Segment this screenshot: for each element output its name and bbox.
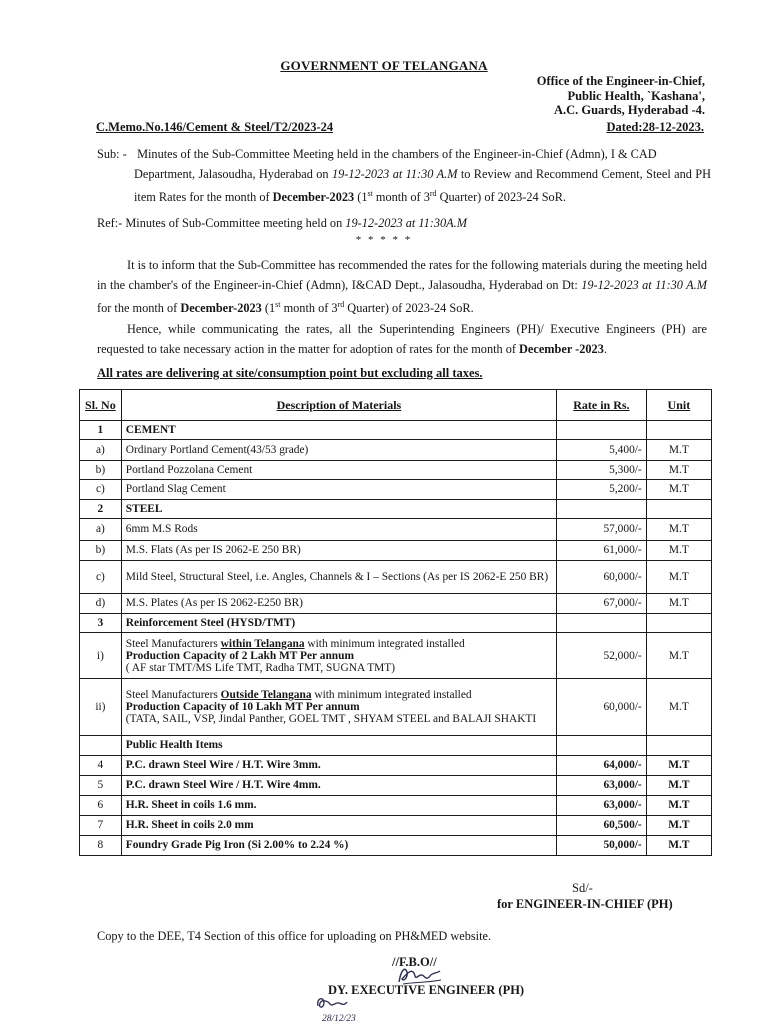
office-line: A.C. Guards, Hyderabad -4.	[553, 103, 705, 117]
memo-date: Dated:28-12-2023.	[606, 120, 704, 134]
table-row: a) 6mm M.S Rods 57,000/- M.T	[80, 519, 712, 541]
body-paragraph-1: It is to inform that the Sub-Committee has recommended the rates for the following materials during the meeting held in the chamber's of the Engineer-in-Chief (Admn), I&CAD Dept., Jalasoudha, Hyderabad on Dt: 19-12-2023 at 11:30 A.M for the month of December-2023 (1st month of 3rd Quarter) of 2023-24 SoR.	[97, 258, 707, 316]
header-sl-no: Sl. No	[80, 390, 122, 421]
section-row-steel: 2 STEEL	[80, 500, 712, 519]
header-description: Description of Materials	[121, 390, 556, 421]
section-row-reinforcement: 3 Reinforcement Steel (HYSD/TMT)	[80, 614, 712, 633]
header-rate: Rate in Rs.	[557, 390, 647, 421]
table-row: d) M.S. Plates (As per IS 2062-E250 BR) 67,000/- M.T	[80, 594, 712, 614]
reference: Ref:- Minutes of Sub-Committee meeting held on 19-12-2023 at 11:30A.M	[97, 216, 467, 230]
table-row: i) Steel Manufacturers within Telangana with minimum integrated installed Production Capacity of 2 Lakh MT Per annum ( AF star TMT/MS Life TMT, Radha TMT, SUGNA TMT) 52,000/- M.T	[80, 633, 712, 679]
initials-with-date	[312, 994, 372, 1024]
office-address	[470, 74, 705, 118]
meeting-datetime: 19-12-2023 at 11:30 A.M	[331, 166, 458, 181]
header-unit: Unit	[646, 390, 711, 421]
table-row: 7 H.R. Sheet in coils 2.0 mm 60,500/- M.T	[80, 816, 712, 836]
rate-month: December-2023	[272, 190, 355, 205]
fbo-marker: //F.B.O//	[392, 955, 437, 969]
section-row-cement: 1 CEMENT	[80, 421, 712, 440]
table-row: 8 Foundry Grade Pig Iron (Si 2.00% to 2.24 %) 50,000/- M.T	[80, 836, 712, 856]
table-row: c) Portland Slag Cement 5,200/- M.T	[80, 480, 712, 500]
separator-stars: * * * * *	[355, 234, 413, 246]
table-row: 6 H.R. Sheet in coils 1.6 mm. 63,000/- M.T	[80, 796, 712, 816]
office-line: Office of the Engineer-in-Chief,	[536, 74, 705, 88]
section-title: STEEL	[121, 500, 556, 519]
table-row: ii) Steel Manufacturers Outside Telangana with minimum integrated installed Production Capacity of 10 Lakh MT Per annum (TATA, SAIL, VSP, Jindal Panther, GOEL TMT , SHYAM STEEL and BALAJI SHAKTI 60,000/- M.T	[80, 679, 712, 736]
table-row: c) Mild Steel, Structural Steel, i.e. Angles, Channels & I – Sections (As per IS 2062-E 250 BR) 60,000/- M.T	[80, 561, 712, 594]
designation: DY. EXECUTIVE ENGINEER (PH)	[328, 983, 525, 997]
table-row: 4 P.C. drawn Steel Wire / H.T. Wire 3mm. 64,000/- M.T	[80, 756, 712, 776]
subject: Sub: - Minutes of the Sub-Committee Meeting held in the chambers of the Engineer-in-Chief (Admn), I & CAD Department, Jalasoudha, Hyderabad on 19-12-2023 at 11:30 A.M to Review and Recommend Cement, Steel and PH item Rates for the month of December-2023 (1st month of 3rd Quarter) of 2023-24 SoR.	[97, 147, 711, 205]
table-row: 5 P.C. drawn Steel Wire / H.T. Wire 4mm. 63,000/- M.T	[80, 776, 712, 796]
rates-table	[79, 389, 712, 856]
handwritten-date: 28/12/23	[322, 1014, 356, 1024]
memo-number: C.Memo.No.146/Cement & Steel/T2/2023-24	[96, 120, 334, 134]
office-line: Public Health, `Kashana',	[567, 88, 705, 103]
signed-marker: Sd/-	[572, 881, 593, 895]
copy-to-line: Copy to the DEE, T4 Section of this office for uploading on PH&MED website.	[97, 929, 492, 943]
section-row-public-health	[80, 736, 712, 756]
rates-note: All rates are delivering at site/consumption point but excluding all taxes.	[97, 366, 483, 380]
subject-label: Sub: -	[97, 147, 127, 161]
section-title: CEMENT	[121, 421, 556, 440]
table-row: a) Ordinary Portland Cement(43/53 grade) 5,400/- M.T	[80, 440, 712, 461]
section-title: Reinforcement Steel (HYSD/TMT)	[121, 614, 556, 633]
body-paragraph-2: Hence, while communicating the rates, all the Superintending Engineers (PH)/ Executive Engineers (PH) are requested to take necessary action in the matter for adoption of rates for the month of December -2023.	[97, 322, 707, 356]
document-title: GOVERNMENT OF TELANGANA	[280, 58, 488, 73]
section-title: Public Health Items	[121, 736, 556, 756]
table-row: b) M.S. Flats (As per IS 2062-E 250 BR) 61,000/- M.T	[80, 541, 712, 561]
table-header-row	[80, 390, 712, 421]
table-row: b) Portland Pozzolana Cement 5,300/- M.T	[80, 461, 712, 480]
signatory-line: for ENGINEER-IN-CHIEF (PH)	[497, 897, 673, 911]
